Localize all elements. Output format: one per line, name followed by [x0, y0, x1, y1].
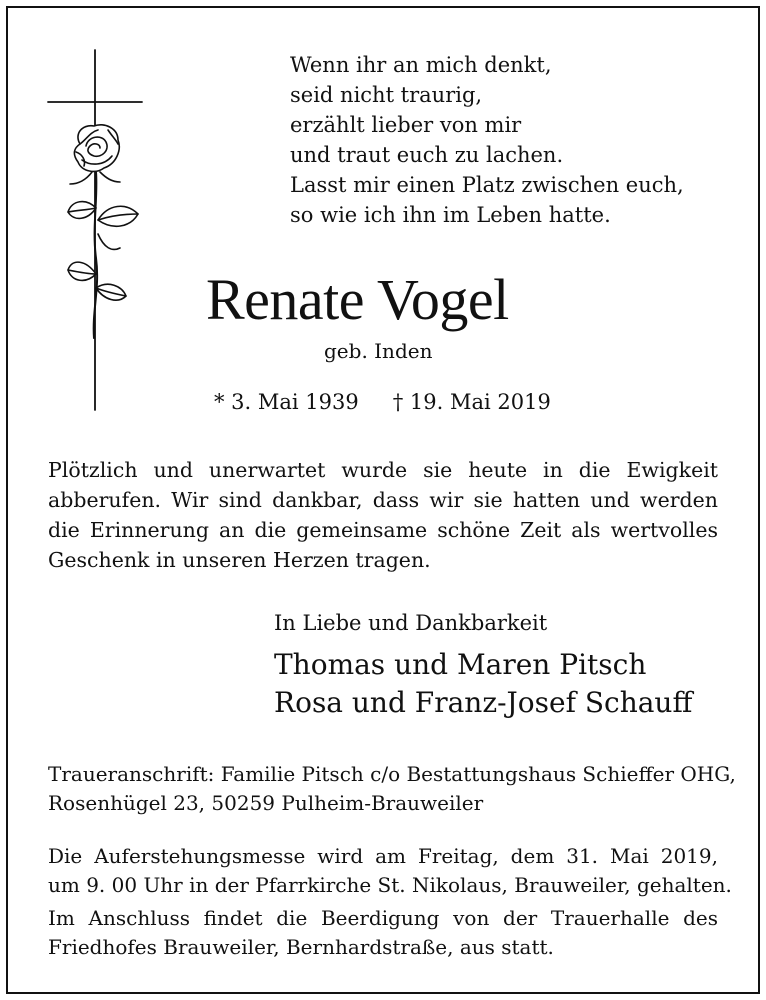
- mourner-name: Rosa und Franz-Josef Schauff: [274, 686, 693, 719]
- signoff-greeting: In Liebe und Dankbarkeit: [274, 611, 548, 635]
- mass-line: Die Auferstehungsmesse wird am Freitag, dem 31. Mai 2019,: [48, 844, 718, 868]
- poem-line: Lasst mir einen Platz zwischen euch,: [290, 173, 684, 197]
- announcement-line: die Erinnerung an die gemeinsame schöne Zeit als wertvolles: [48, 518, 718, 542]
- cross-with-rose-icon: [46, 48, 146, 414]
- announcement-text: [48, 455, 718, 575]
- poem-line: Wenn ihr an mich denkt,: [290, 53, 552, 77]
- announcement-line: abberufen. Wir sind dankbar, dass wir sie hatten und werden: [48, 488, 718, 512]
- birth-name: geb. Inden: [324, 339, 433, 363]
- mourner-name: Thomas und Maren Pitsch: [274, 648, 647, 681]
- poem-line: so wie ich ihn im Leben hatte.: [290, 203, 611, 227]
- mourners-list: [274, 646, 692, 722]
- mass-notice: [48, 842, 732, 900]
- mass-line: um 9. 00 Uhr in der Pfarrkirche St. Nikolaus, Brauweiler, gehalten.: [48, 873, 732, 897]
- address-line: Traueranschrift: Familie Pitsch c/o Bestattungshaus Schieffer OHG,: [48, 762, 736, 786]
- announcement-line: Geschenk in unseren Herzen tragen.: [48, 548, 431, 572]
- poem-line: erzählt lieber von mir: [290, 113, 522, 137]
- death-date: † 19. Mai 2019: [392, 390, 551, 414]
- mourning-address: [48, 760, 736, 818]
- poem-line: seid nicht traurig,: [290, 83, 483, 107]
- poem-verse: [290, 50, 730, 230]
- birth-date: * 3. Mai 1939: [214, 390, 359, 414]
- poem-line: und traut euch zu lachen.: [290, 143, 564, 167]
- burial-notice: [48, 904, 718, 962]
- deceased-name: Renate Vogel: [206, 267, 509, 332]
- burial-line: Friedhofes Brauweiler, Bernhardstraße, aus statt.: [48, 935, 554, 959]
- announcement-line: Plötzlich und unerwartet wurde sie heute in die Ewigkeit: [48, 458, 718, 482]
- burial-line: Im Anschluss findet die Beerdigung von der Trauerhalle des: [48, 906, 718, 930]
- life-dates: [214, 388, 551, 416]
- address-line: Rosenhügel 23, 50259 Pulheim-Brauweiler: [48, 791, 484, 815]
